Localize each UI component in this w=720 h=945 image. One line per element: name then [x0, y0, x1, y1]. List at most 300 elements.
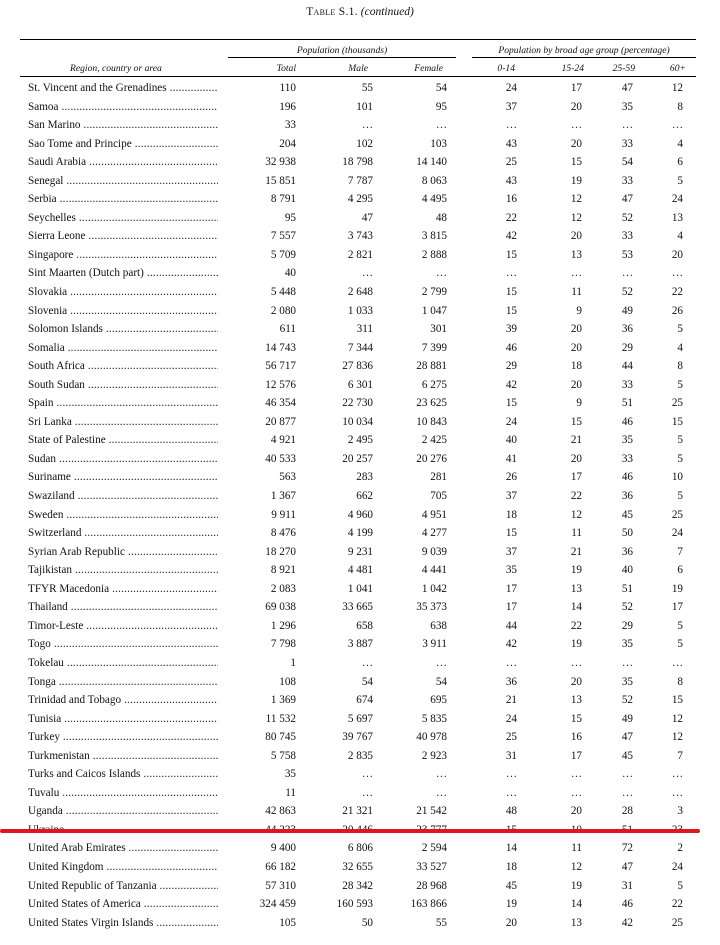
total-cell: 66 182	[265, 860, 296, 873]
male-cell: 9 231	[347, 545, 373, 558]
age-25-59-cell: 36	[621, 490, 633, 503]
header-rule	[20, 76, 696, 77]
country-name: Spain .....	[28, 397, 218, 409]
age-25-59-cell: …	[621, 786, 633, 799]
total-cell: 57 310	[265, 879, 296, 892]
age-15-24-cell: 17	[570, 471, 582, 484]
age-60-plus-cell: 25	[671, 916, 683, 929]
female-cell: 55	[435, 916, 447, 929]
age-15-24-cell: 19	[570, 174, 582, 187]
age-60-plus-cell: 12	[671, 712, 683, 725]
table-row	[0, 228, 720, 247]
age-25-59-cell: 40	[621, 564, 633, 577]
total-cell: 20 877	[265, 415, 296, 428]
age-15-24-cell: 15	[570, 156, 582, 169]
total-cell: 4 921	[270, 434, 296, 447]
total-cell: 1 296	[270, 619, 296, 632]
table-row	[0, 729, 720, 748]
age-25-59-cell: 72	[621, 842, 633, 855]
col-header-female: Female	[414, 63, 443, 74]
age-60-plus-cell: 4	[677, 341, 683, 354]
age-15-24-cell: 20	[570, 675, 582, 688]
female-cell: 35 373	[416, 601, 447, 614]
table-row	[0, 284, 720, 303]
age-60-plus-cell: 4	[677, 137, 683, 150]
male-cell: …	[361, 786, 373, 799]
country-name: Slovakia .....	[28, 286, 218, 298]
age-15-24-cell: 14	[570, 601, 582, 614]
female-cell: 23 625	[416, 397, 447, 410]
age-25-59-cell: 52	[621, 211, 633, 224]
table-row	[0, 692, 720, 711]
age-0-14-cell: 42	[505, 378, 517, 391]
male-cell: 27 836	[342, 360, 373, 373]
age-60-plus-cell: 20	[671, 248, 683, 261]
total-cell: 35	[284, 768, 296, 781]
country-name: TFYR Macedonia .....	[28, 583, 218, 595]
age-60-plus-cell: 12	[671, 82, 683, 94]
age-60-plus-cell: …	[671, 267, 683, 280]
male-cell: 22 730	[342, 397, 373, 410]
total-cell: 32 938	[265, 156, 296, 169]
age-0-14-cell: 40	[505, 434, 517, 447]
age-60-plus-cell: 13	[671, 211, 683, 224]
country-name: Swaziland .....	[28, 490, 218, 502]
age-25-59-cell: 33	[621, 452, 633, 465]
male-cell: 6 806	[347, 842, 373, 855]
table-row	[0, 358, 720, 377]
country-name: Sudan .....	[28, 453, 218, 465]
table-row	[0, 451, 720, 470]
male-cell: …	[361, 119, 373, 132]
age-15-24-cell: 20	[570, 100, 582, 113]
female-cell: 8 063	[421, 174, 447, 187]
age-0-14-cell: 43	[505, 174, 517, 187]
age-15-24-cell: 22	[570, 619, 582, 632]
age-25-59-cell: 33	[621, 174, 633, 187]
country-name: Solomon Islands .....	[28, 323, 218, 335]
country-name: Tonga .....	[28, 676, 218, 688]
female-cell: 5 835	[421, 712, 447, 725]
table-row	[0, 80, 720, 99]
age-25-59-cell: 51	[621, 397, 633, 410]
country-name: Togo .....	[28, 638, 218, 650]
age-15-24-cell: 12	[570, 508, 582, 521]
total-cell: 46 354	[265, 397, 296, 410]
age-25-59-cell: 29	[621, 619, 633, 632]
table-row	[0, 599, 720, 618]
age-60-plus-cell: 19	[671, 582, 683, 595]
table-row	[0, 432, 720, 451]
table-title	[0, 6, 720, 18]
age-0-14-cell: 48	[505, 805, 517, 818]
age-15-24-cell: 20	[570, 378, 582, 391]
age-60-plus-cell: 5	[677, 378, 683, 391]
age-25-59-cell: 28	[621, 805, 633, 818]
age-15-24-cell: 22	[570, 490, 582, 503]
age-15-24-cell: 20	[570, 323, 582, 336]
male-cell: 18 798	[342, 156, 373, 169]
age-25-59-cell: …	[621, 267, 633, 280]
age-60-plus-cell: 5	[677, 174, 683, 187]
table-row	[0, 265, 720, 284]
table-row	[0, 507, 720, 526]
country-name: Serbia .....	[28, 193, 218, 205]
total-cell: 11	[285, 786, 296, 799]
age-0-14-cell: …	[505, 786, 517, 799]
table-row	[0, 859, 720, 878]
age-60-plus-cell: 17	[671, 601, 683, 614]
total-cell: 42 863	[265, 805, 296, 818]
age-0-14-cell: 15	[505, 304, 517, 317]
age-0-14-cell: 20	[505, 916, 517, 929]
table-row	[0, 896, 720, 915]
age-15-24-cell: 15	[570, 415, 582, 428]
female-cell: 20 276	[416, 452, 447, 465]
age-60-plus-cell: 5	[677, 323, 683, 336]
age-25-59-cell: …	[621, 119, 633, 132]
total-cell: 8 791	[270, 193, 296, 206]
table-row	[0, 878, 720, 897]
age-60-plus-cell: 6	[677, 156, 683, 169]
age-0-14-cell: 36	[505, 675, 517, 688]
country-name: Turks and Caicos Islands .....	[28, 768, 218, 780]
total-cell: 5 448	[270, 286, 296, 299]
female-cell: 4 441	[421, 564, 447, 577]
table-row	[0, 562, 720, 581]
age-0-14-cell: 39	[505, 323, 517, 336]
female-cell: 4 951	[421, 508, 447, 521]
male-cell: 658	[356, 619, 373, 632]
age-60-plus-cell: 5	[677, 452, 683, 465]
total-cell: 5 758	[270, 749, 296, 762]
total-cell: 80 745	[265, 731, 296, 744]
female-cell: 2 888	[421, 248, 447, 261]
female-cell: 7 399	[421, 341, 447, 354]
col-header-age-0-14: 0-14	[497, 63, 515, 74]
male-cell: 102	[356, 137, 373, 150]
table-row	[0, 488, 720, 507]
female-cell: 6 275	[421, 378, 447, 391]
age-25-59-cell: 35	[621, 675, 633, 688]
female-cell: 301	[430, 323, 447, 336]
age-0-14-cell: 41	[505, 452, 517, 465]
age-15-24-cell: …	[570, 786, 582, 799]
country-name: Switzerland .....	[28, 527, 218, 539]
age-0-14-cell: 21	[505, 694, 517, 707]
age-25-59-cell: 46	[621, 471, 633, 484]
country-name: United Republic of Tanzania .....	[28, 880, 218, 892]
age-60-plus-cell: 5	[677, 879, 683, 892]
male-cell: 2 495	[347, 434, 373, 447]
country-name: Thailand .....	[28, 601, 218, 613]
male-cell: 4 295	[347, 193, 373, 206]
female-cell: 9 039	[421, 545, 447, 558]
total-cell: 9 400	[270, 842, 296, 855]
total-cell: 95	[284, 211, 296, 224]
age-60-plus-cell: 15	[671, 415, 683, 428]
country-name: Timor-Leste .....	[28, 620, 218, 632]
table-row	[0, 766, 720, 785]
age-60-plus-cell: 5	[677, 638, 683, 651]
female-cell: 2 594	[421, 842, 447, 855]
country-name: Senegal .....	[28, 175, 218, 187]
table-title-suffix: (continued)	[360, 6, 414, 18]
table-row	[0, 173, 720, 192]
total-cell: 15 851	[265, 174, 296, 187]
age-60-plus-cell: 22	[671, 286, 683, 299]
male-cell: 3 743	[347, 230, 373, 243]
table-title-label: Table S.1.	[306, 6, 358, 18]
age-0-14-cell: 43	[505, 137, 517, 150]
male-cell: 50	[361, 916, 373, 929]
age-60-plus-cell: 12	[671, 731, 683, 744]
age-25-59-cell: 52	[621, 694, 633, 707]
total-cell: 14 743	[265, 341, 296, 354]
female-cell: 4 495	[421, 193, 447, 206]
table-row	[0, 711, 720, 730]
age-0-14-cell: 25	[505, 731, 517, 744]
country-name: Tuvalu .....	[28, 787, 218, 799]
female-cell: 2 799	[421, 286, 447, 299]
age-25-59-cell: …	[621, 768, 633, 781]
age-25-59-cell: 47	[621, 860, 633, 873]
male-cell: 160 593	[336, 898, 373, 911]
age-15-24-cell: 11	[571, 527, 582, 540]
table-row	[0, 247, 720, 266]
total-cell: 196	[279, 100, 296, 113]
age-25-59-cell: 46	[621, 898, 633, 911]
male-cell: …	[361, 267, 373, 280]
country-name: Tokelau .....	[28, 657, 218, 669]
female-cell: 3 911	[422, 638, 447, 651]
country-name: United Kingdom .....	[28, 861, 218, 873]
top-rule	[20, 39, 696, 40]
age-25-59-cell: 46	[621, 415, 633, 428]
country-name: Tajikistan .....	[28, 564, 218, 576]
female-cell: 33 527	[416, 860, 447, 873]
age-15-24-cell: …	[570, 119, 582, 132]
population-group-header: Population (thousands)	[296, 45, 388, 56]
female-cell: …	[435, 267, 447, 280]
country-name: Uganda .....	[28, 805, 218, 817]
table-row	[0, 840, 720, 859]
age-0-14-cell: 17	[505, 601, 517, 614]
male-cell: 28 342	[342, 879, 373, 892]
age-60-plus-cell: 8	[677, 675, 683, 688]
total-cell: 7 557	[270, 230, 296, 243]
table-row	[0, 210, 720, 229]
age-15-24-cell: 9	[576, 304, 582, 317]
age-15-24-cell: 12	[570, 211, 582, 224]
table-row	[0, 321, 720, 340]
red-underline-annotation	[0, 829, 700, 833]
age-0-14-cell: 37	[505, 545, 517, 558]
table-row	[0, 136, 720, 155]
age-60-plus-cell: 25	[671, 508, 683, 521]
table-row	[0, 581, 720, 600]
table-row	[0, 340, 720, 359]
age-15-24-cell: 16	[570, 731, 582, 744]
table-row	[0, 655, 720, 674]
total-cell: 11 532	[265, 712, 296, 725]
total-cell: 1	[290, 656, 296, 669]
col-header-male: Male	[348, 63, 368, 74]
total-cell: 9 911	[271, 508, 296, 521]
age-group-underline	[472, 57, 696, 58]
age-60-plus-cell: …	[671, 119, 683, 132]
age-25-59-cell: 51	[621, 582, 633, 595]
age-15-24-cell: 12	[570, 193, 582, 206]
age-15-24-cell: 15	[570, 712, 582, 725]
total-cell: 1 369	[270, 694, 296, 707]
col-header-age-60-plus: 60+	[669, 63, 686, 74]
age-15-24-cell: 11	[571, 842, 582, 855]
age-25-59-cell: 35	[621, 638, 633, 651]
table-row	[0, 525, 720, 544]
age-60-plus-cell: 3	[677, 805, 683, 818]
age-15-24-cell: 9	[576, 397, 582, 410]
country-name: Sint Maarten (Dutch part) .....	[28, 267, 218, 279]
country-name: Sri Lanka .....	[28, 416, 218, 428]
age-25-59-cell: 33	[621, 230, 633, 243]
age-15-24-cell: 17	[570, 82, 582, 94]
female-cell: 4 277	[421, 527, 447, 540]
total-cell: 2 080	[270, 304, 296, 317]
male-cell: 5 697	[347, 712, 373, 725]
age-60-plus-cell: 22	[671, 898, 683, 911]
age-15-24-cell: 13	[570, 916, 582, 929]
total-cell: 204	[279, 137, 296, 150]
country-name: Sierra Leone .....	[28, 230, 218, 242]
female-cell: 48	[435, 211, 447, 224]
age-25-59-cell: 45	[621, 508, 633, 521]
table-row	[0, 154, 720, 173]
age-15-24-cell: 13	[570, 694, 582, 707]
age-group-header: Population by broad age group (percentage)	[498, 45, 670, 56]
age-0-14-cell: 15	[505, 397, 517, 410]
age-60-plus-cell: 8	[677, 360, 683, 373]
age-0-14-cell: 26	[505, 471, 517, 484]
country-name: State of Palestine .....	[28, 434, 218, 446]
age-0-14-cell: 29	[505, 360, 517, 373]
female-cell: …	[435, 768, 447, 781]
age-60-plus-cell: 8	[677, 100, 683, 113]
country-name: Samoa .....	[28, 101, 218, 113]
table-row	[0, 803, 720, 822]
female-cell: …	[435, 119, 447, 132]
age-0-14-cell: …	[505, 768, 517, 781]
age-15-24-cell: 13	[570, 248, 582, 261]
age-0-14-cell: 44	[505, 619, 517, 632]
female-cell: 638	[430, 619, 447, 632]
male-cell: 2 835	[347, 749, 373, 762]
total-cell: 110	[279, 82, 296, 94]
age-0-14-cell: …	[505, 267, 517, 280]
total-cell: 12 576	[265, 378, 296, 391]
age-60-plus-cell: 4	[677, 230, 683, 243]
country-name: Slovenia .....	[28, 305, 218, 317]
male-cell: 3 887	[347, 638, 373, 651]
col-header-age-15-24: 15-24	[561, 63, 584, 74]
age-15-24-cell: 14	[570, 898, 582, 911]
age-0-14-cell: 22	[505, 211, 517, 224]
age-60-plus-cell: 6	[677, 564, 683, 577]
male-cell: 47	[361, 211, 373, 224]
age-15-24-cell: 21	[570, 545, 582, 558]
female-cell: 1 042	[421, 582, 447, 595]
male-cell: 54	[361, 675, 373, 688]
age-15-24-cell: 20	[570, 452, 582, 465]
female-cell: 1 047	[421, 304, 447, 317]
male-cell: 674	[356, 694, 373, 707]
table-row	[0, 674, 720, 693]
age-15-24-cell: 21	[570, 434, 582, 447]
country-name: Trinidad and Tobago .....	[28, 694, 218, 706]
age-0-14-cell: 18	[505, 860, 517, 873]
age-25-59-cell: 50	[621, 527, 633, 540]
age-60-plus-cell: 5	[677, 434, 683, 447]
age-0-14-cell: …	[505, 119, 517, 132]
male-cell: 4 199	[347, 527, 373, 540]
female-cell: 695	[430, 694, 447, 707]
male-cell: 311	[356, 323, 373, 336]
country-name: Turkmenistan .....	[28, 750, 218, 762]
age-15-24-cell: 20	[570, 230, 582, 243]
age-0-14-cell: 46	[505, 341, 517, 354]
total-cell: 18 270	[265, 545, 296, 558]
female-cell: 3 815	[421, 230, 447, 243]
male-cell: 7 787	[347, 174, 373, 187]
country-name: Sao Tome and Principe .....	[28, 138, 218, 150]
country-name: San Marino .....	[28, 119, 218, 131]
male-cell: 283	[356, 471, 373, 484]
table-row	[0, 377, 720, 396]
male-cell: 55	[361, 82, 373, 94]
female-cell: 163 866	[410, 898, 447, 911]
male-cell: 1 041	[347, 582, 373, 595]
age-25-59-cell: 53	[621, 248, 633, 261]
age-25-59-cell: 47	[621, 193, 633, 206]
age-60-plus-cell: …	[671, 786, 683, 799]
total-cell: 40	[284, 267, 296, 280]
male-cell: 1 033	[347, 304, 373, 317]
female-cell: 281	[430, 471, 447, 484]
age-25-59-cell: 52	[621, 286, 633, 299]
age-15-24-cell: 17	[570, 749, 582, 762]
male-cell: 32 655	[342, 860, 373, 873]
table-row	[0, 748, 720, 767]
total-cell: 40 533	[265, 452, 296, 465]
age-60-plus-cell: 26	[671, 304, 683, 317]
age-0-14-cell: …	[505, 656, 517, 669]
age-0-14-cell: 37	[505, 100, 517, 113]
age-15-24-cell: …	[570, 768, 582, 781]
table-row	[0, 636, 720, 655]
age-15-24-cell: 12	[570, 860, 582, 873]
country-name: Suriname .....	[28, 471, 218, 483]
age-0-14-cell: 31	[505, 749, 517, 762]
age-0-14-cell: 42	[505, 230, 517, 243]
age-0-14-cell: 37	[505, 490, 517, 503]
age-60-plus-cell: …	[671, 656, 683, 669]
female-cell: 28 881	[416, 360, 447, 373]
age-25-59-cell: 52	[621, 601, 633, 614]
male-cell: 39 767	[342, 731, 373, 744]
age-60-plus-cell: 5	[677, 619, 683, 632]
age-25-59-cell: 47	[621, 82, 633, 94]
total-cell: 8 476	[270, 527, 296, 540]
